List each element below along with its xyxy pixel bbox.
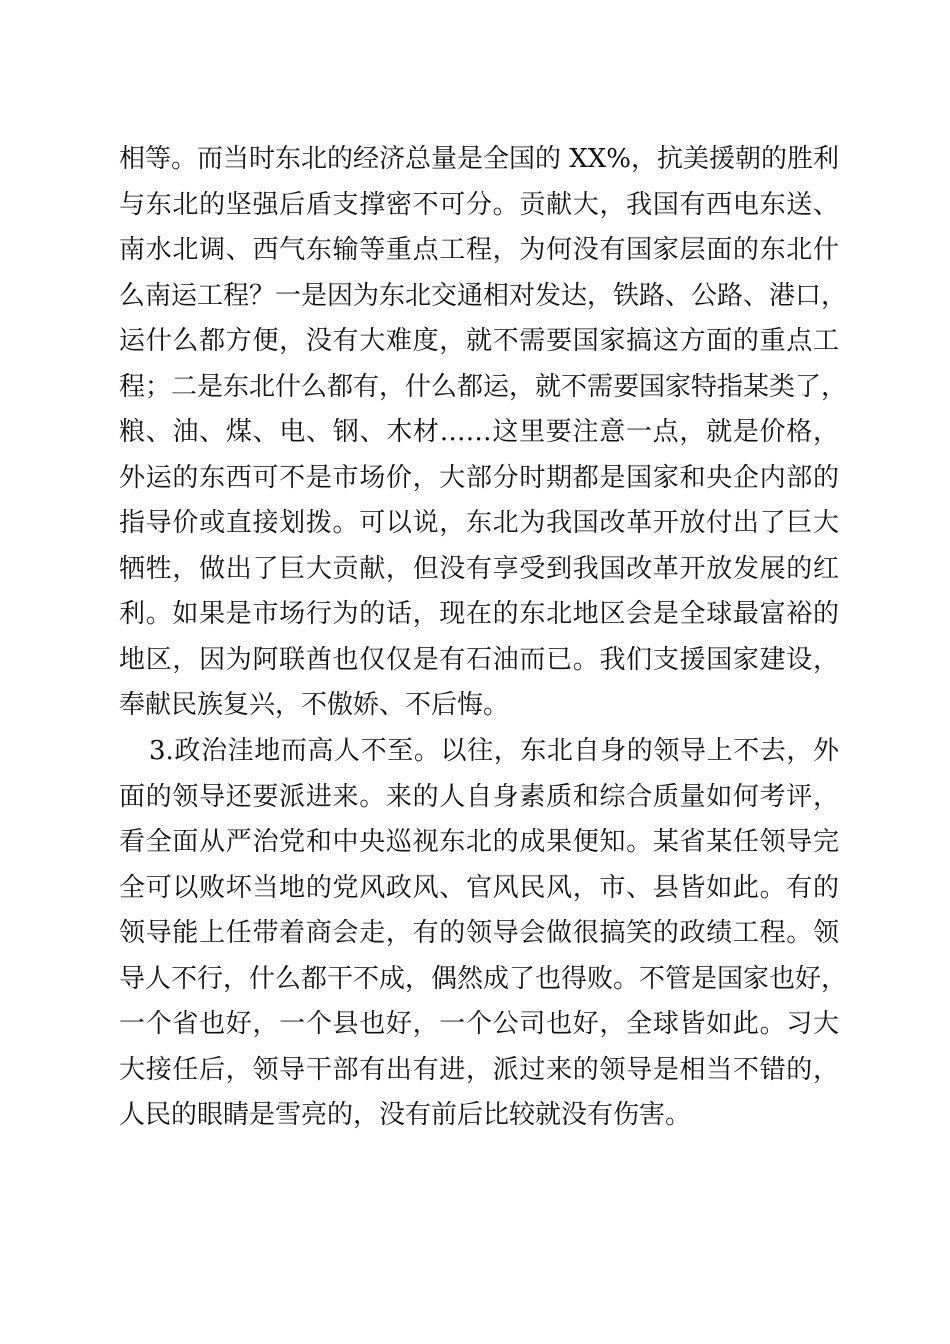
text-line: 全可以败坏当地的党风政风、官风民风，市、县皆如此。有的 [119,872,839,903]
text-line: 3.政治洼地而高人不至。以往，东北自身的领导上不去，外 [149,736,839,766]
paragraph-2 [119,729,848,1139]
text-line: 地区，因为阿联酋也仅仅是有石油而已。我们支援国家建设， [119,644,839,675]
text-line: 一个省也好，一个县也好，一个公司也好，全球皆如此。习大 [119,1009,839,1039]
text-line: 外运的东西可不是市场价，大部分时期都是国家和央企内部的 [119,462,839,493]
text-line: 导人不行，什么都干不成，偶然成了也得败。不管是国家也好， [119,963,848,994]
text-line: 奉献民族复兴，不傲娇、不后悔。 [119,690,510,720]
paragraph-1 [119,137,848,729]
text-line: 相等。而当时东北的经济总量是全国的 XX%，抗美援朝的胜利 [119,144,839,174]
text-line: 看全面从严治党和中央巡视东北的成果便知。某省某任领导完 [119,827,839,857]
text-line: 指导价或直接划拨。可以说，东北为我国改革开放付出了巨大 [119,508,839,538]
text-line: 南水北调、西气东输等重点工程，为何没有国家层面的东北什 [119,235,839,265]
text-line: 么南运工程？一是因为东北交通相对发达，铁路、公路、港口， [119,280,848,311]
text-line: 程；二是东北什么都有，什么都运，就不需要国家特指某类了， [119,371,848,402]
text-line: 粮、油、煤、电、钢、木材……这里要注意一点，就是价格， [119,417,839,447]
text-line: 领导能上任带着商会走，有的领导会做很搞笑的政绩工程。领 [119,918,839,948]
text-line: 牺牲，做出了巨大贡献，但没有享受到我国改革开放发展的红 [119,553,839,584]
text-line: 利。如果是市场行为的话，现在的东北地区会是全球最富裕的 [119,599,839,629]
text-line: 大接任后，领导干部有出有进，派过来的领导是相当不错的， [119,1054,839,1085]
text-line: 人民的眼睛是雪亮的，没有前后比较就没有伤害。 [119,1100,692,1130]
text-line: 与东北的坚强后盾支撑密不可分。贡献大，我国有西电东送、 [119,189,839,220]
text-line: 运什么都方便，没有大难度，就不需要国家搞这方面的重点工 [119,326,839,356]
text-line: 面的领导还要派进来。来的人自身素质和综合质量如何考评， [119,781,839,812]
